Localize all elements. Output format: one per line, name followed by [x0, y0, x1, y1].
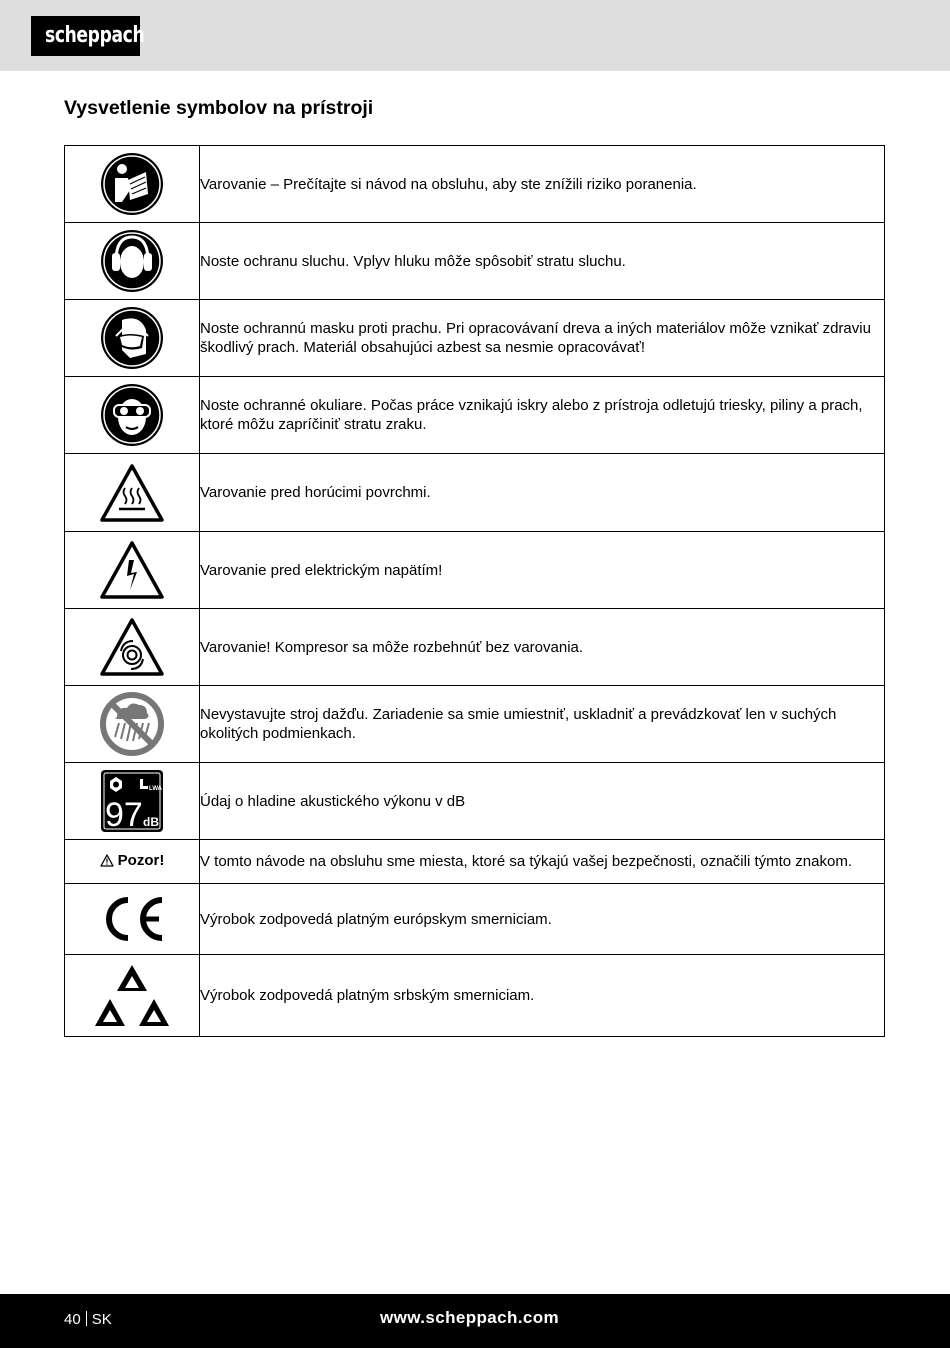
read-manual-icon — [100, 152, 164, 216]
row-text: Noste ochrannú masku proti prachu. Pri opracovávaní dreva a iných materiálov môže vznikať zdraviu škodlivý prach. Materiál obsahujúci azbest sa nesmie opracovávať! — [200, 300, 885, 377]
row-text: Varovanie – Prečítajte si návod na obsluhu, aby ste znížili riziko poranenia. — [200, 146, 885, 223]
separator — [86, 1311, 87, 1326]
symbol-table — [64, 145, 885, 1037]
row-text: Varovanie pred horúcimi povrchmi. — [200, 454, 885, 532]
ear-protection-icon — [100, 229, 164, 293]
warning-triangle-icon — [100, 854, 114, 867]
table-row — [65, 377, 885, 454]
safety-goggles-icon — [100, 383, 164, 447]
electric-voltage-icon — [99, 540, 165, 600]
warning-label: Pozor! — [117, 851, 165, 869]
serbian-conformity-icon — [95, 963, 169, 1029]
no-rain-icon — [99, 691, 165, 757]
row-text: Výrobok zodpovedá platným európskym smerniciam. — [200, 884, 885, 955]
table-row — [65, 454, 885, 532]
page-title: Vysvetlenie symbolov na prístroji — [64, 97, 374, 119]
row-text: V tomto návode na obsluhu sme miesta, ktoré sa týkajú vašej bezpečnosti, označili týmto znakom. — [200, 840, 885, 884]
table-row — [65, 223, 885, 300]
row-text: Varovanie! Kompresor sa môže rozbehnúť bez varovania. — [200, 609, 885, 686]
website-link[interactable]: www.scheppach.com — [380, 1308, 560, 1327]
table-row — [65, 146, 885, 223]
ce-mark-icon — [99, 896, 165, 942]
page-number: 40 — [64, 1311, 81, 1328]
row-text: Noste ochranu sluchu. Vplyv hluku môže spôsobiť stratu sluchu. — [200, 223, 885, 300]
auto-start-icon — [99, 617, 165, 677]
table-row — [65, 763, 885, 840]
table-row — [65, 532, 885, 609]
table-row — [65, 686, 885, 763]
row-text: Výrobok zodpovedá platným srbským smerniciam. — [200, 955, 885, 1037]
dust-mask-icon — [100, 306, 164, 370]
row-text: Varovanie pred elektrickým napätím! — [200, 532, 885, 609]
table-row — [65, 609, 885, 686]
row-text: Noste ochranné okuliare. Počas práce vznikajú iskry alebo z prístroja odletujú triesky, piliny a prach, ktoré môžu zapríčiniť stratu zraku. — [200, 377, 885, 454]
sound-unit: dB — [143, 815, 159, 829]
sound-power-icon — [100, 769, 164, 833]
table-row — [65, 884, 885, 955]
table-row — [65, 955, 885, 1037]
scheppach-logo: scheppach — [31, 16, 140, 56]
table-row — [65, 840, 885, 884]
table-row — [65, 300, 885, 377]
row-text: Nevystavujte stroj dažďu. Zariadenie sa smie umiestniť, uskladniť a prevádzkovať len v suchých okolitých podmienkach. — [200, 686, 885, 763]
language-code: SK — [91, 1311, 112, 1328]
hot-surface-icon — [99, 463, 165, 523]
page-footer — [0, 1294, 950, 1348]
sound-value: 97 — [105, 796, 143, 833]
page-header — [0, 0, 950, 71]
sound-sub-label: LWA — [149, 786, 162, 792]
row-text: Údaj o hladine akustického výkonu v dB — [200, 763, 885, 840]
